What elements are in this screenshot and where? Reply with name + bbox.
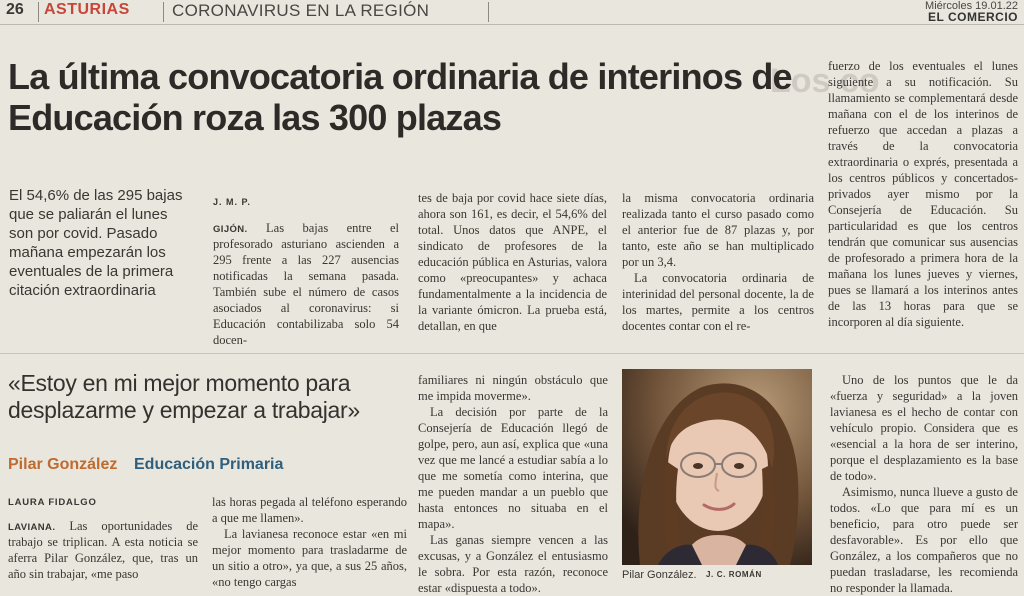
dateline-city: LAVIANA. xyxy=(8,522,56,533)
pull-quote-headline: «Estoy en mi mejor momento para desplazarme y empezar a trabajar» xyxy=(8,370,360,423)
column-text: fuerzo de los eventuales el lunes siguiente a su notificación. Su llamamiento se complementará desde mañana con el de los interinos de refuerzo que accedan a plazas a través de la convocatoria extraordinaria o exprés, presentada a los centros públicos y concertados-privados ayer mismo por la Consejería de Educación. Su particularidad es que los centros tendrán que comunicar sus ausencias de profesorado a primera hora de la mañana los lunes jueves y viernes, pues se llamará a los interinos antes de las 13 horas para que se incorporen al día siguiente. xyxy=(828,59,1018,329)
person-name: Pilar González xyxy=(8,456,118,473)
article-column-1 xyxy=(213,220,399,348)
article-byline: J. M. P. xyxy=(213,197,251,207)
article-column-3 xyxy=(418,372,608,596)
article-subhead: El 54,6% de las 295 bajas que se paliarán el lunes son por covid. Pasado mañana empezarán los eventuales de la primera citación extraordinaria xyxy=(9,187,183,299)
issue-date: Miércoles 19.01.22 xyxy=(925,0,1018,12)
article-headline: La última convocatoria ordinaria de interinos de Educación roza las 300 plazas xyxy=(8,56,792,138)
article-byline: LAURA FIDALGO xyxy=(8,497,97,508)
portrait-illustration xyxy=(622,369,812,565)
section-label: ASTURIAS xyxy=(44,1,130,18)
article-column-4 xyxy=(828,58,1018,330)
column-text: La decisión por parte de la Consejería de Educación llegó de golpe, pero, aun así, explica que «una vez que me lancé a estudiar sabía a lo que me sometía como interina, que me pueden mandar a un pueblo que hasta entonces no situaba en el mapa». xyxy=(418,405,608,531)
article-column-4 xyxy=(830,372,1018,596)
header-divider xyxy=(488,2,489,22)
article-column-1 xyxy=(8,518,198,582)
column-text: familiares ni ningún obstáculo que me impida moverme». xyxy=(418,373,608,403)
column-text: tes de baja por covid hace siete días, ahora son 161, es decir, el 54,6% del total. Unos datos que ANPE, el sindicato de profesores de la educación pública en Asturias, valora como «preocupantes» y achaca fundamentalmente a la incidencia de la variante ómicron. La prueba está, detallan, en que xyxy=(418,191,607,333)
newspaper-name: EL COMERCIO xyxy=(928,10,1018,24)
header-divider xyxy=(163,2,164,22)
header-rule xyxy=(0,24,1024,25)
article-divider xyxy=(0,353,1024,354)
person-role: Educación Primaria xyxy=(134,456,284,473)
article-column-2 xyxy=(418,190,607,334)
column-text: la misma convocatoria ordinaria realizada tanto el curso pasado como el anterior fue de 87 plazas y, por tanto, este año se han multiplicado por un 3,4. xyxy=(622,191,814,269)
column-text: Asimismo, nunca llueve a gusto de todos. «Lo que para mí es un beneficio, para otro puede ser desfavorable». Es por ello que González, a los compañeros que no puedan trasladarse, les recomienda no responder la llamada. xyxy=(830,485,1018,595)
column-text: Las oportunidades de trabajo se triplican. A esta noticia se aferra Pilar González, que, tras un año sin trabajar, «me paso xyxy=(8,519,199,581)
dateline-city: GIJÓN. xyxy=(213,224,248,235)
subsection-label: CORONAVIRUS EN LA REGIÓN xyxy=(172,1,430,20)
page-number: 26 xyxy=(6,1,24,18)
column-text: Las ganas siempre vencen a las excusas, y a González el entusiasmo le sobra. Por esta razón, reconoce estar «dispuesta a todo». xyxy=(418,533,608,595)
bleed-through-text: Los co xyxy=(770,62,880,100)
article-column-2 xyxy=(212,494,407,590)
column-text: Uno de los puntos que le da «fuerza y seguridad» a la joven lavianesa es el hecho de contar con vehículo propio. Considera que es «esencial a la hora de ser interino, porque el desplazamiento es la base de todo». xyxy=(830,373,1018,483)
portrait-photo xyxy=(622,369,812,565)
column-text: La convocatoria ordinaria de interinidad del personal docente, la de los martes, permite a los centros docentes contar con el re- xyxy=(622,271,814,333)
article-column-3 xyxy=(622,190,814,334)
column-text: Las bajas entre el profesorado asturiano ascienden a 295 frente a las 227 ausencias notificadas la semana pasada. También sube el número de casos asociados al coronavirus: si Educación contabilizaba solo 54 docen- xyxy=(213,221,400,347)
header-divider xyxy=(38,2,39,22)
photo-caption: Pilar González. xyxy=(622,569,697,581)
column-text: La lavianesa reconoce estar «en mi mejor momento para trasladarme de un sitio a otro», ya que, a sus 25 años, «no tengo cargas xyxy=(212,527,407,589)
photo-credit: J. C. ROMÁN xyxy=(706,570,762,579)
column-text: las horas pegada al teléfono esperando a que me llamen». xyxy=(212,495,407,525)
